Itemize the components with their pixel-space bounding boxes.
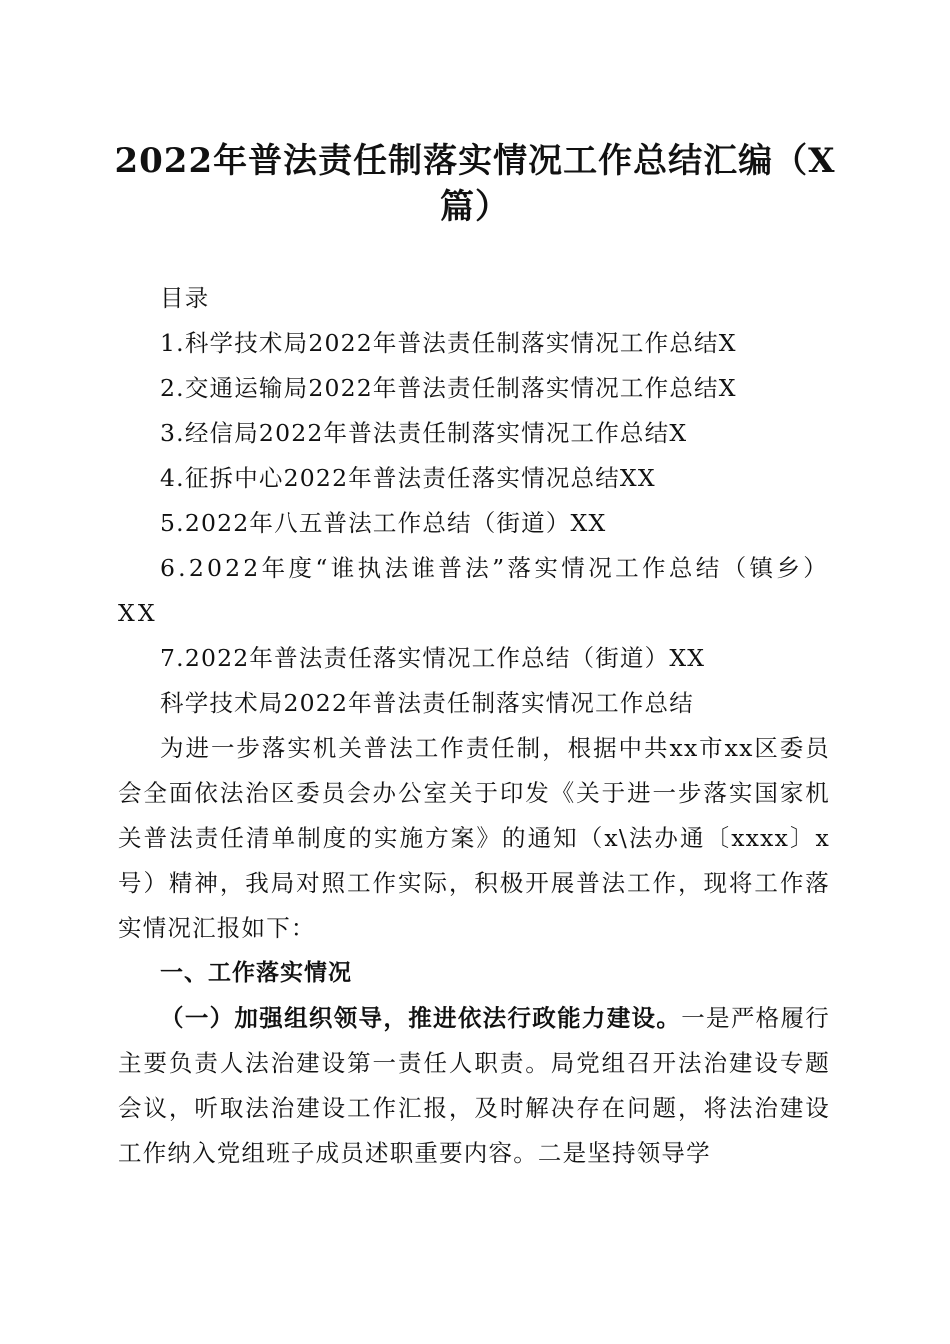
- toc-item: 2.交通运输局2022年普法责任制落实情况工作总结X: [160, 374, 737, 402]
- section-heading: 一、工作落实情况: [160, 960, 352, 986]
- article-intro-paragraph: 为进一步落实机关普法工作责任制，根据中共xx市xx区委员会全面依法治区委员会办公室关于印发《关于进一步落实国家机关普法责任清单制度的实施方案》的通知（x\法办通〔xxxx〕x号）精神，我局对照工作实际，积极开展普法工作，现将工作落实情况汇报如下：: [118, 734, 830, 942]
- toc-item: 1.科学技术局2022年普法责任制落实情况工作总结X: [160, 329, 737, 357]
- toc-item: 3.经信局2022年普法责任制落实情况工作总结X: [160, 419, 688, 447]
- toc-item: 6.2022年度“谁执法谁普法”落实情况工作总结（镇乡）XX: [118, 554, 830, 627]
- toc-item: 5.2022年八五普法工作总结（街道）XX: [160, 509, 607, 537]
- toc-item: 7.2022年普法责任落实情况工作总结（街道）XX: [160, 644, 706, 672]
- subsection-text: 一是严格履行主要负责人法治建设第一责任人职责。局党组召开法治建设专题会议，听取法治建设工作汇报，及时解决存在问题，将法治建设工作纳入党组班子成员述职重要内容。二是坚持领导学: [118, 1004, 830, 1167]
- document-body: [118, 276, 830, 1176]
- toc-heading: 目录: [160, 284, 210, 312]
- article-title: 科学技术局2022年普法责任制落实情况工作总结: [160, 689, 694, 717]
- section-paragraph: [118, 996, 830, 1176]
- subsection-heading: （一）加强组织领导，推进依法行政能力建设。: [160, 1004, 682, 1032]
- document-title: 2022年普法责任制落实情况工作总结汇编（X篇）: [114, 141, 836, 227]
- toc-item: 4.征拆中心2022年普法责任落实情况总结XX: [160, 464, 656, 492]
